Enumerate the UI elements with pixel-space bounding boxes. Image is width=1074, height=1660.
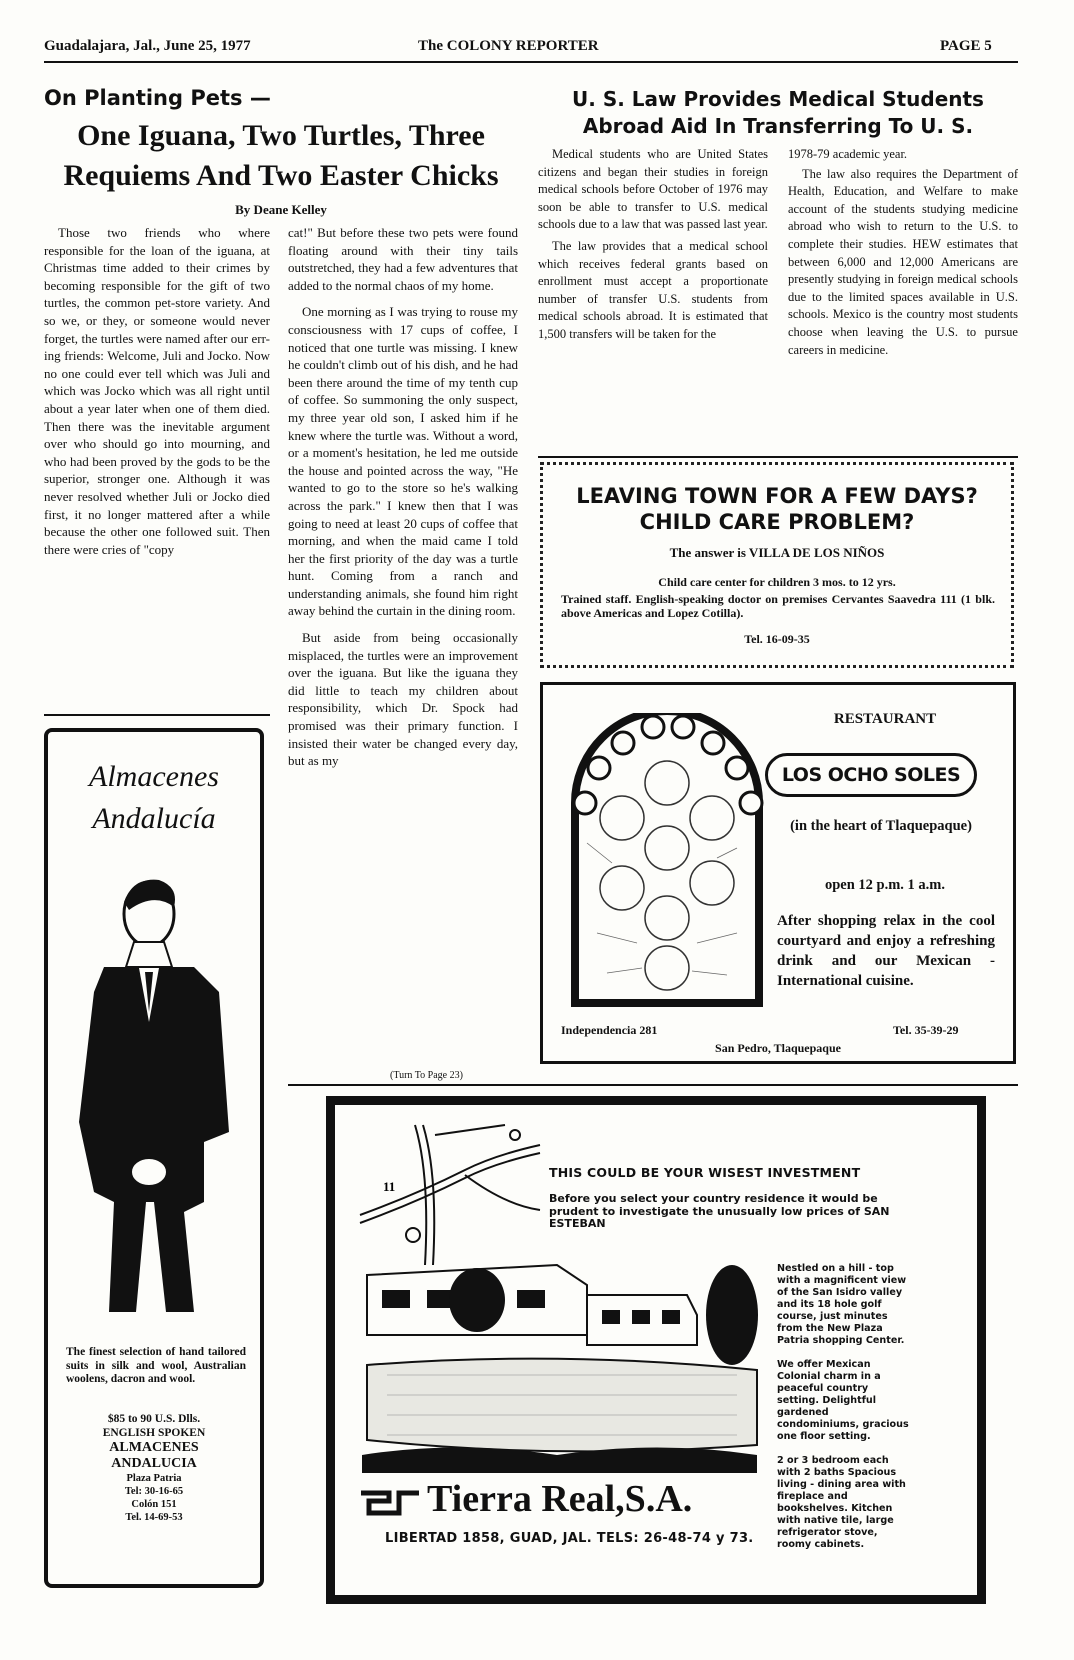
- tierra-address: LIBERTAD 1858, GUAD, JAL. TELS: 26-48-74 y 73.: [385, 1531, 754, 1546]
- childcare-headline-line2: CHILD CARE PROBLEM?: [639, 510, 915, 534]
- article1-col2-paragraph-1: cat!" But before these two pets were found floating around with their tiny tails outstretched, they had a few adventures that added to the normal chaos of my home.: [288, 225, 518, 293]
- article1-headline: [40, 116, 522, 196]
- almacenes-ad: [44, 728, 264, 1588]
- tierra-side-paragraph-3: 2 or 3 bedroom each with 2 baths Spacious living - dining area with fireplace and bookshelves. Kitchen with native tile, large refrigerator stove, roomy cabinets.: [777, 1455, 906, 1550]
- tierra-headline: THIS COULD BE YOUR WISEST INVESTMENT: [549, 1165, 861, 1180]
- tierra-side-paragraph-1: Nestled on a hill - top with a magnificent view of the San Isidro valley and its 18 hole golf course, just minutes from the New Plaza Patria shopping Center.: [777, 1263, 907, 1346]
- article2-column-1: [538, 146, 768, 452]
- tierra-real-ad: [326, 1096, 986, 1604]
- almacenes-contact: [48, 1412, 260, 1524]
- article2-col1-paragraph-1: Medical students who are United States citizens and began their studies in foreign medical schools before October of 1976 may soon be able to transfer to U.S. medical schools due to a law that was passed last year.: [538, 147, 768, 232]
- restaurant-city: San Pedro, Tlaquepaque: [715, 1041, 841, 1055]
- restaurant-tel: Tel. 35-39-29: [893, 1023, 959, 1037]
- restaurant-address: Independencia 281: [561, 1023, 658, 1037]
- article1-headline-line2: Requiems And Two Easter Chicks: [63, 159, 499, 192]
- restaurant-location: (in the heart of Tlaquepaque): [790, 818, 972, 834]
- childcare-headline: [543, 483, 1011, 535]
- article1-jump-line[interactable]: (Turn To Page 23): [390, 1070, 463, 1081]
- childcare-headline-line1: LEAVING TOWN FOR A FEW DAYS?: [576, 484, 978, 508]
- restaurant-hours: open 12 p.m. 1 a.m.: [824, 877, 946, 893]
- article1-byline: By Deane Kelley: [235, 202, 327, 217]
- article2-col2-paragraph-1: 1978-79 academic year.: [788, 147, 908, 161]
- tierra-location-map: [355, 1115, 545, 1265]
- article1-col2-paragraph-2: One morning as I was trying to rouse my consciousness with 17 cups of coffee, I noticed that one turtle was missing. I knew he couldn't climb out of his dish, and he had been there around the time of my tenth cup of coffee. So summoning the only suspect, my three year old son, I asked him if he knew where the turtle was. Without a word, or a moment's hesitation, he led me outside the house and pointed across the way, "He wanted to go to the store so he's walking across the park." I knew then that I was going to need at least 20 cups of coffee that morning, and when the maid came I told her the first priority of the day was a turtle hunt. Coming from a ranch and understanding animals, she found him right away behind the curtain in the dining room.: [288, 304, 518, 619]
- childcare-line1: Child care center for children 3 mos. to 12 yrs.: [658, 575, 896, 589]
- tierra-condo-illustration: [357, 1255, 761, 1473]
- almacenes-loc1: Plaza Patria: [126, 1473, 182, 1484]
- childcare-tel: Tel. 16-09-35: [744, 632, 810, 646]
- tierra-logo-icon: [359, 1483, 421, 1523]
- article1-headline-line1: One Iguana, Two Turtles, Three: [77, 119, 485, 152]
- childcare-answer: The answer is VILLA DE LOS NIÑOS: [669, 545, 885, 560]
- almacenes-tel1: Tel: 30-16-65: [124, 1486, 184, 1497]
- article1-col1-paragraph: Those two friends who where responsible for the loan of the iguana, at Christmas time added to their crimes by becoming responsible for the gift of two turtles, the common pet-store variety. And so we, or they, or someone would never forget, the turtles were named after our err-ing friends: Welcome, Juli and Jocko. Now no one could ever tell which was Juli and which was Jocko which was all right until about a year later when one of them died. Then there was the inevitable argument over who should go into mourning, and who had been proved by the gods to be the superior, stronger one. Although it was never resolved whether Juli or Jocko died first, it no longer mattered after a while because the other one followed suit. Then there were cries of "copy: [44, 225, 270, 557]
- childcare-line2: Trained staff. English-speaking doctor on premises Cervantes Saavedra 111 (1 blk. above Americas and Lopez Cotilla).: [561, 592, 995, 620]
- masthead-dateline: Guadalajara, Jal., June 25, 1977: [44, 38, 251, 54]
- almacenes-english: ENGLISH SPOKEN: [102, 1427, 206, 1439]
- tierra-intro: Before you select your country residence it would be prudent to investigate the unusually low prices of SAN ESTEBAN: [549, 1192, 890, 1230]
- restaurant-name-logo: LOS OCHO SOLES: [765, 753, 977, 797]
- childcare-ad: [540, 462, 1014, 668]
- almacenes-suit-illustration: [54, 872, 254, 1322]
- almacenes-script-line1: Almacenes: [89, 760, 219, 793]
- article2-column-2: [788, 146, 1018, 452]
- almacenes-name-line1: ALMACENES: [109, 1440, 199, 1455]
- almacenes-desc: The finest selection of hand tailored suits in silk and wool, Australian woolens, dacron and wool.: [66, 1346, 246, 1385]
- article1-col2-paragraph-3: But aside from being occasionally misplaced, the turtles were an improvement over the iguana. But like the iguana they did little to teach my children about responsibility, which Dr. Spock had promised was their primary function. I insisted their water be changed every day, but as my: [288, 630, 518, 769]
- article1-kicker: On Planting Pets —: [44, 86, 271, 110]
- tierra-side-text: [777, 1263, 909, 1551]
- masthead-page-number: PAGE 5: [940, 38, 992, 54]
- almacenes-price: $85 to 90 U.S. Dlls.: [107, 1413, 201, 1425]
- almacenes-script-logo: [48, 756, 260, 840]
- article1-column-1: [44, 224, 270, 709]
- restaurant-ad: [540, 682, 1016, 1064]
- article1-column-2: [288, 224, 518, 1059]
- almacenes-tel2: Tel. 14-69-53: [125, 1512, 183, 1523]
- article2-headline-line1: U. S. Law Provides Medical Students: [572, 87, 984, 111]
- article2-headline-line2: Abroad Aid In Transferring To U. S.: [582, 114, 974, 138]
- article1-column-rule: [44, 714, 270, 716]
- tierra-map-label: 11: [383, 1179, 396, 1194]
- restaurant-suns-illustration: [567, 713, 767, 1013]
- article1-bottom-rule: [288, 1084, 1018, 1086]
- restaurant-pitch: After shopping relax in the cool courtyard and enjoy a refreshing drink and our Mexican - International cuisine.: [777, 913, 995, 989]
- restaurant-label: RESTAURANT: [833, 711, 937, 727]
- masthead-paper-name: The COLONY REPORTER: [418, 38, 599, 54]
- almacenes-script-line2: Andalucía: [92, 802, 216, 835]
- almacenes-name-line2: ANDALUCIA: [111, 1456, 197, 1471]
- almacenes-loc2: Colón 151: [131, 1499, 177, 1510]
- article2-col2-paragraph-2: The law also requires the Department of Health, Education, and Welfare to make account of the students studying medicine abroad who wish to return to the U.S. to complete their studies. HEW estimates that between 6,000 and 12,000 Americans are presently studying in foreign medical schools due to the limited spaces available in U.S. schools. Mexico is the country most students choose when leaving the U.S. to pursue careers in medicine.: [788, 166, 1018, 357]
- article2-col1-paragraph-2: The law provides that a medical school which receives federal grants based on enrollment must accept a proportionate number of transfer U.S. students from medical schools abroad. It is estimated that 1,500 transfers will be taken for the: [538, 238, 768, 341]
- article2-bottom-rule: [538, 456, 1018, 458]
- tierra-company-name: Tierra Real,S.A.: [427, 1478, 693, 1520]
- masthead-rule: [44, 61, 1018, 63]
- article2-headline: [538, 86, 1018, 140]
- tierra-side-paragraph-2: We offer Mexican Colonial charm in a peaceful country setting. Delightful gardened condominiums, gracious one floor setting.: [777, 1359, 909, 1442]
